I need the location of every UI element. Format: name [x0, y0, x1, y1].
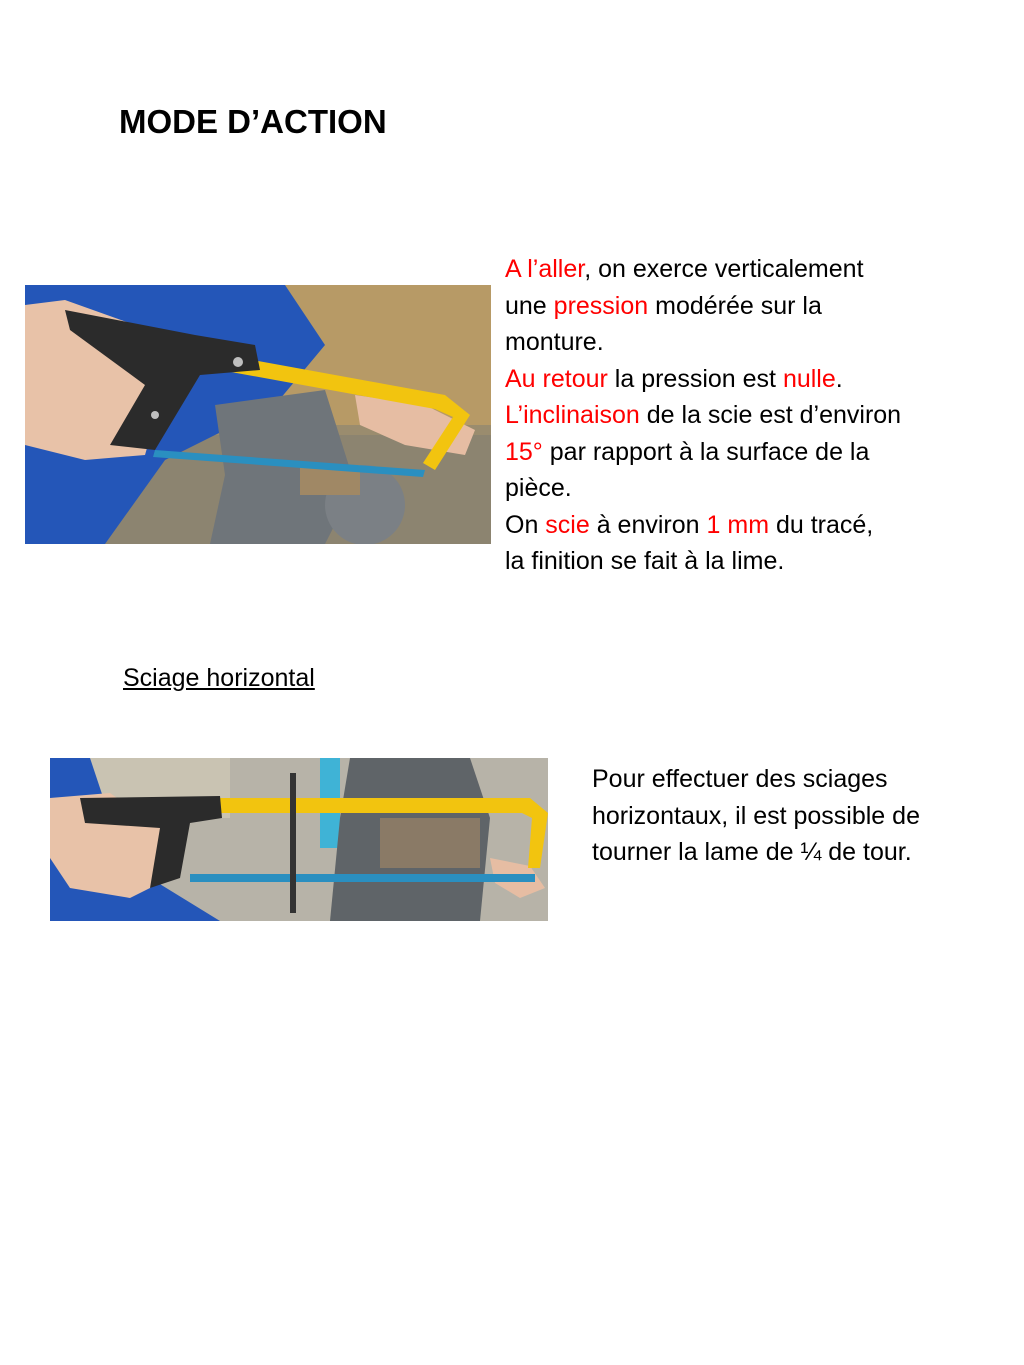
text-line: pièce. [505, 474, 572, 502]
section-subtitle: Sciage horizontal [123, 664, 315, 692]
page-title: MODE D’ACTION [119, 103, 387, 140]
text-line: une pression modérée sur la [505, 291, 822, 320]
text-line: L’inclinaison de la scie est d’environ [505, 401, 902, 429]
text-line: tourner la lame de ¼ de tour. [592, 838, 912, 866]
text-line: Au retour la pression est nulle. [505, 364, 843, 393]
text-line: la finition se fait à la lime. [505, 547, 785, 575]
text-line: monture. [505, 328, 604, 356]
horizontal-sawing-note [592, 761, 1012, 871]
text-line: A l’aller, on exerce verticalement [505, 255, 864, 283]
text-line: horizontaux, il est possible de [592, 801, 920, 830]
text-line: 15° par rapport à la surface de la [505, 437, 870, 466]
sawing-instructions [505, 251, 1005, 580]
text-line: On scie à environ 1 mm du tracé, [505, 510, 874, 539]
photo-horizontal-sawing [50, 758, 548, 921]
photo-vertical-sawing [25, 285, 491, 544]
text-line: Pour effectuer des sciages [592, 765, 888, 793]
